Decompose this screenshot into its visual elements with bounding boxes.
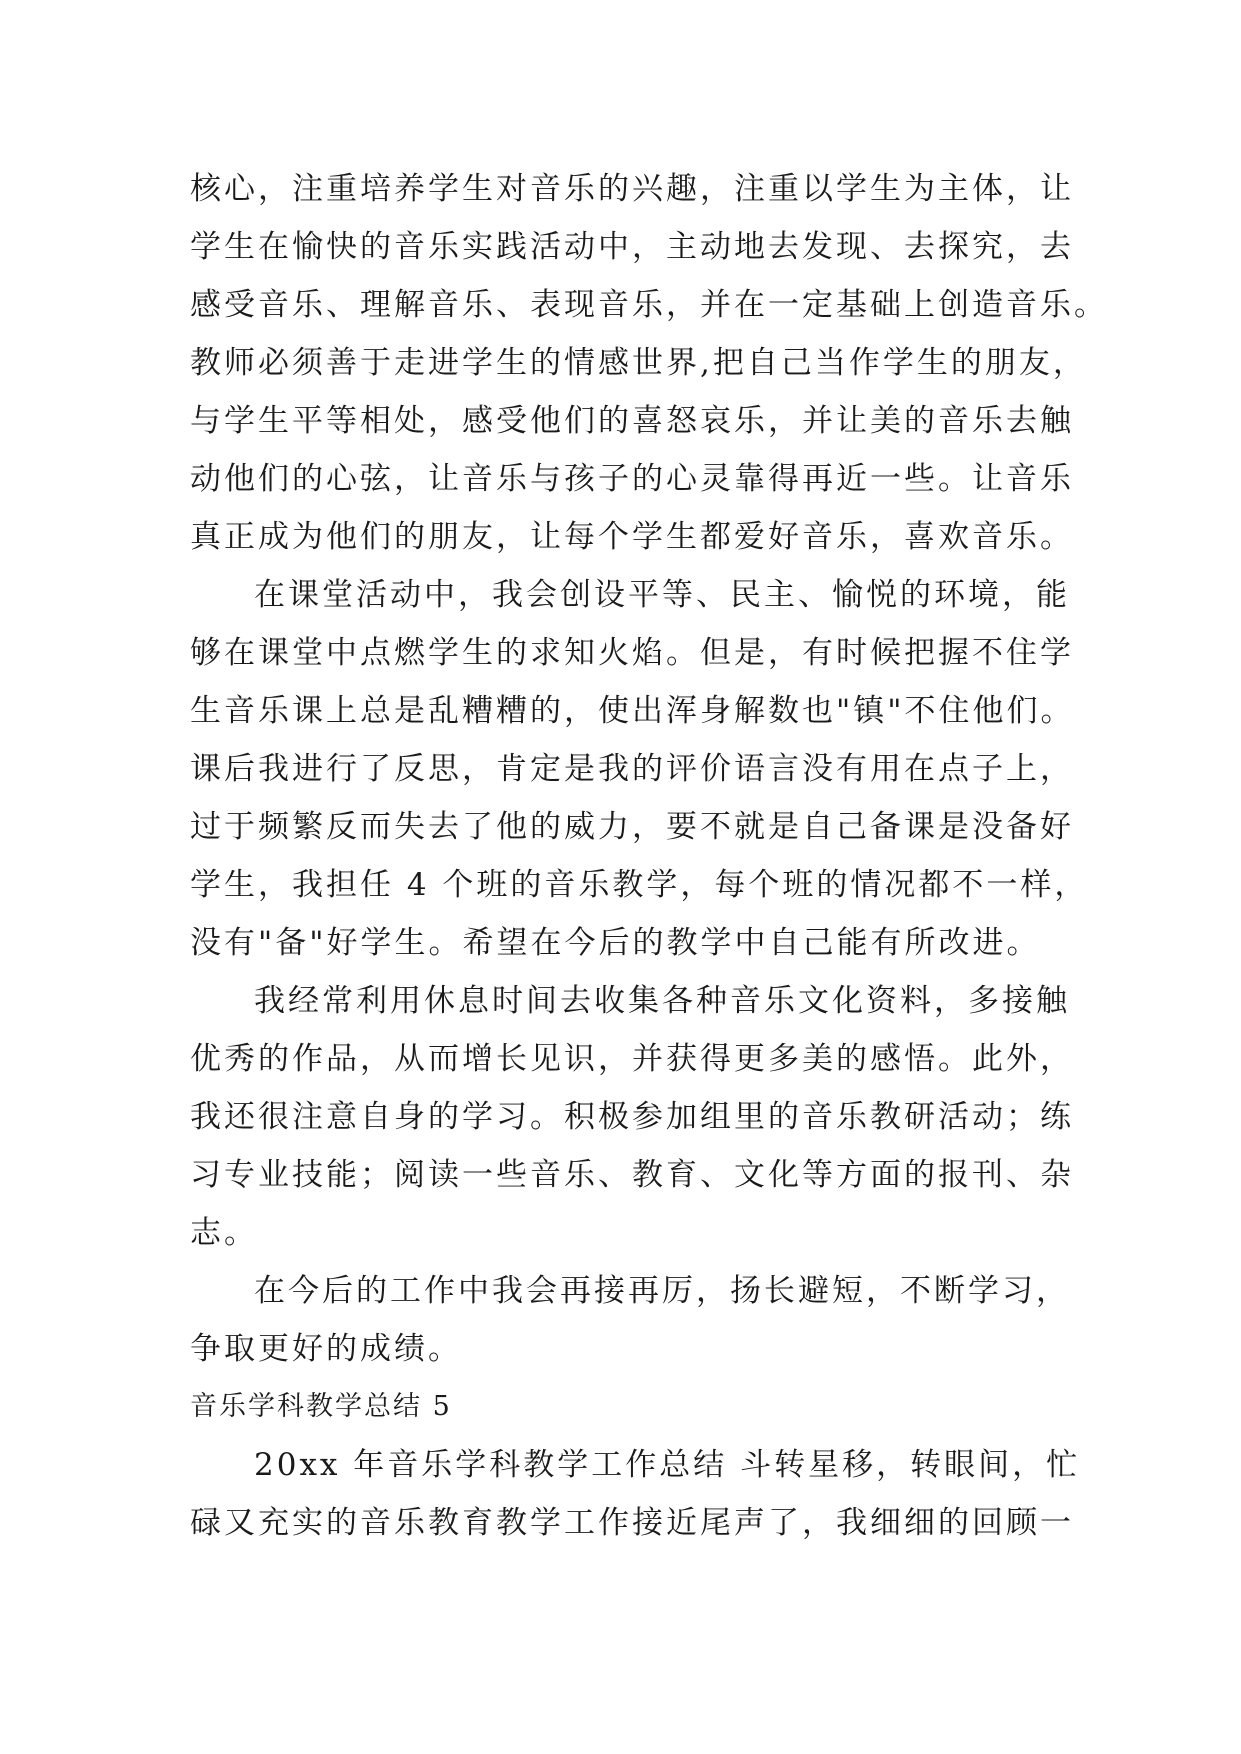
text-line: 我经常利用休息时间去收集各种音乐文化资料，多接触 (254, 983, 1070, 1019)
text-line: 感受音乐、理解音乐、表现音乐，并在一定基础上创造音乐。 (190, 287, 1108, 323)
text-line: 核心，注重培养学生对音乐的兴趣，注重以学生为主体，让 (190, 171, 1074, 207)
paragraph-4 (190, 1262, 1070, 1378)
text-line: 学生，我担任 4 个班的音乐教学，每个班的情况都不一样， (190, 867, 1089, 903)
paragraph-3 (190, 972, 1074, 1262)
paragraph-5 (190, 1436, 1081, 1552)
text-line: 真正成为他们的朋友，让每个学生都爱好音乐，喜欢音乐。 (190, 519, 1074, 555)
text-line: 优秀的作品，从而增长见识，并获得更多美的感悟。此外， (190, 1041, 1074, 1077)
text-line: 生音乐课上总是乱糟糟的，使出浑身解数也"镇"不住他们。 (190, 693, 1075, 729)
text-line: 没有"备"好学生。希望在今后的教学中自己能有所改进。 (190, 925, 1041, 961)
text-line: 碌又充实的音乐教育教学工作接近尾声了，我细细的回顾一 (190, 1505, 1074, 1541)
text-line: 在今后的工作中我会再接再厉，扬长避短，不断学习， (254, 1273, 1070, 1309)
text-line: 与学生平等相处，感受他们的喜怒哀乐，并让美的音乐去触 (190, 403, 1074, 439)
text-line: 20xx 年音乐学科教学工作总结 斗转星移，转眼间，忙 (254, 1447, 1081, 1483)
text-line: 课后我进行了反思，肯定是我的评价语言没有用在点子上， (190, 751, 1074, 787)
text-line: 动他们的心弦，让音乐与孩子的心灵靠得再近一些。让音乐 (190, 461, 1074, 497)
paragraph-2 (190, 566, 1089, 972)
text-line: 争取更好的成绩。 (190, 1331, 462, 1367)
text-line: 够在课堂中点燃学生的求知火焰。但是，有时候把握不住学 (190, 635, 1074, 671)
paragraph-1 (190, 160, 1108, 566)
section-heading: 音乐学科教学总结 5 (190, 1391, 452, 1422)
text-line: 过于频繁反而失去了他的威力，要不就是自己备课是没备好 (190, 809, 1074, 845)
document-page (190, 160, 1108, 1552)
text-line: 学生在愉快的音乐实践活动中，主动地去发现、去探究，去 (190, 229, 1074, 265)
text-line: 教师必须善于走进学生的情感世界,把自己当作学生的朋友， (190, 345, 1087, 381)
text-line: 习专业技能；阅读一些音乐、教育、文化等方面的报刊、杂 (190, 1157, 1074, 1193)
text-line: 志。 (190, 1215, 258, 1251)
text-line: 在课堂活动中，我会创设平等、民主、愉悦的环境，能 (254, 577, 1070, 613)
text-line: 我还很注意自身的学习。积极参加组里的音乐教研活动；练 (190, 1099, 1074, 1135)
